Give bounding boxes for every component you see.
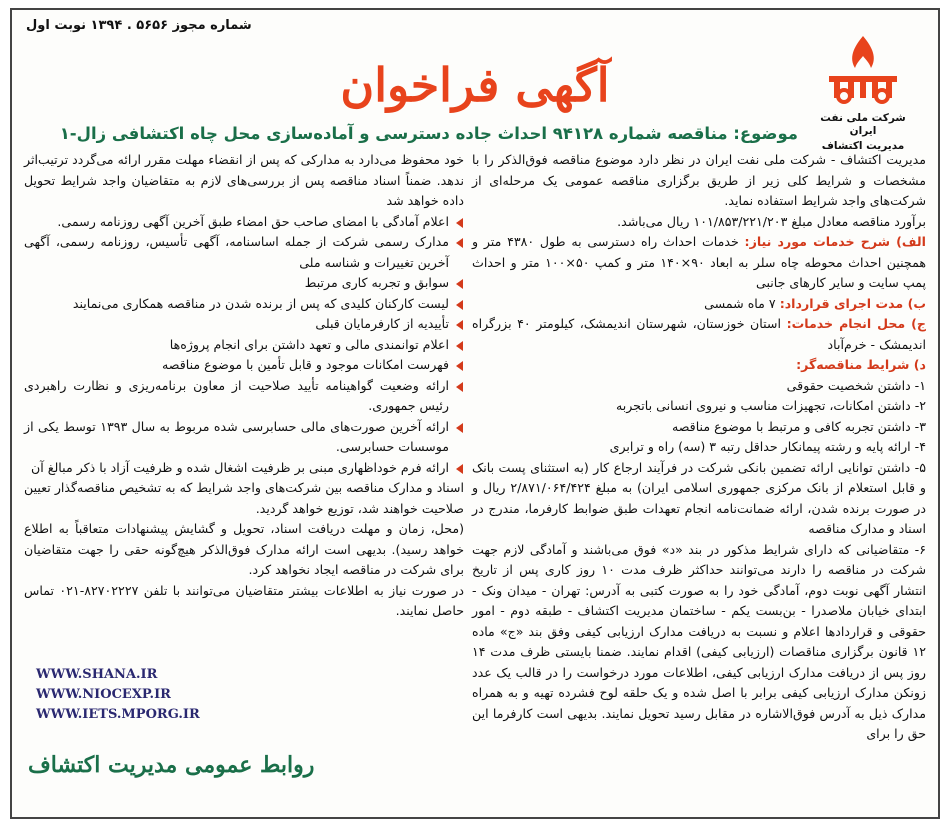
- section-dal: [472, 355, 926, 376]
- section-alef-text: خدمات احداث راه دسترسی به طول ۴۳۸۰ متر و همچنین احداث محوطه چاه سلر به ابعاد ۹۰×۱۴۰ متر و کمپ ۵۰×۱۰۰ متر و احداث پمپ سایت و سایر کارهای جانبی: [472, 234, 926, 290]
- document-list-item: اعلام توانمندی مالی و تعهد داشتن برای انجام پروژه‌ها: [24, 335, 464, 356]
- intro-paragraph: مدیریت اکتشاف - شرکت ملی نفت ایران در نظر دارد موضوع مناقصه فوق‌الذکر را با مشخصات و شرایط کلی زیر از طریق برگزاری مناقصه عمومی یک مرحله‌ای از شرکت‌های واجد شرایط استفاده نماید.: [472, 152, 926, 208]
- section-be: [472, 294, 926, 315]
- company-division: مدیریت اکتشاف: [821, 140, 905, 152]
- condition-item: ۶- متقاضیانی که دارای شرایط مذکور در بند «د» فوق می‌باشند و آمادگی لازم جهت شرکت در مناقصه را دارند می‌توانند حداکثر ظرف مدت ۱۰ روز کاری پس از تاریخ انتشار آگهی نوبت دوم، آمادگی خود را به صورت کتبی به آدرس: تهران - میدان ونک - ابتدای خیابان ملاصدرا - بن‌بست یکم - ساختمان مدیریت اکتشاف - طبقه دوم - امور حقوقی و قراردادها اعلام و نسبت به دریافت مدارک ارزیابی کیفی وفق بند «ج» ماده ۱۲ قانون برگزاری مناقصات (ارزیابی کیفی) اقدام نمایند. ضمنا بایستی ظرف مدت ۱۴ روز پس از دریافت مدارک ارزیابی کیفی، اطلاعات مورد درخواست را در قالب یک عدد زونکن مدارک ارزیابی کیفی برابر با اصل شده و یک حلقه لوح فشرده تهیه و به همراه مدارک ذیل به آدرس فوق‌الاشاره در مقابل رسید تحویل نمایند. بدیهی است کارفرما این حق را برای: [472, 541, 926, 741]
- right-column: [472, 150, 926, 745]
- website-list: [36, 665, 200, 725]
- notice-subject: موضوع: مناقصه شماره ۹۴۱۲۸ احداث جاده دسترسی و آماده‌سازی محل چاه اکتشافی زال-۱: [59, 124, 798, 143]
- condition-item: ۳- داشتن تجربه کافی و مرتبط با موضوع مناقصه: [672, 418, 926, 434]
- document-list-item: مدارک رسمی شرکت از جمله اساسنامه، آگهی تأسیس، روزنامه رسمی، آگهی آخرین تغییرات و شناسه ملی: [24, 232, 464, 273]
- tender-notice: [10, 8, 940, 819]
- company-name: شرکت ملی نفت ایران: [820, 112, 906, 137]
- website-link: WWW.IETS.MPORG.IR: [36, 707, 200, 722]
- document-list-item: اعلام آمادگی با امضای صاحب حق امضاء طبق آخرین آگهی روزنامه رسمی.: [24, 212, 464, 233]
- condition-item: ۵- داشتن توانایی ارائه تضمین بانکی شرکت در فرآیند ارجاع کار (به استثنای پست بانک و قابل استعلام از بانک مرکزی جمهوری اسلامی ایران) به مبلغ ۲/۸۷۱/۰۶۴/۴۲۴ ریال و در صورت برنده شدن، ارائه ضمانت‌نامه انجام تعهدات طبق ضوابط کارفرما، مندرج در اسناد و مدارک مناقصه: [472, 459, 926, 536]
- footer-signature: روابط عمومی مدیریت اکتشاف: [28, 752, 315, 778]
- permit-number: شماره مجوز ۵۶۵۶ . ۱۳۹۴ نوبت اول: [26, 18, 252, 33]
- section-jim-label: ج) محل انجام خدمات:: [786, 316, 926, 331]
- website-link: WWW.SHANA.IR: [36, 667, 158, 682]
- document-list-item: فهرست امکانات موجود و قابل تأمین با موضوع مناقصه: [24, 355, 464, 376]
- section-dal-label: د) شرایط مناقصه‌گر:: [796, 357, 926, 372]
- document-list-item: لیست کارکنان کلیدی که پس از برنده شدن در مناقصه همکاری می‌نمایند: [24, 294, 464, 315]
- estimate-paragraph: برآورد مناقصه معادل مبلغ ۱۰۱/۸۵۳/۲۲۱/۲۰۳ ریال می‌باشد.: [617, 213, 926, 229]
- contact-paragraph: در صورت نیاز به اطلاعات بیشتر متقاضیان می‌توانند با تلفن ۸۲۷۰۲۲۲۷-۰۲۱ تماس حاصل نمایند.: [24, 582, 465, 618]
- section-jim-text: استان خوزستان، شهرستان اندیمشک، کیلومتر ۴۰ بزرگراه اندیمشک - خرم‌آباد: [472, 316, 926, 352]
- document-list-item: تأییدیه از کارفرمایان قبلی: [24, 314, 464, 335]
- closing-paragraph-1: اسناد و مدارک مناقصه بین شرکت‌های واجد شرایط که به تشخیص مناقصه‌گذار تعیین صلاحیت خواهند شد، توزیع خواهد گردید.: [24, 480, 464, 516]
- continued-paragraph: خود محفوظ می‌دارد به مدارکی که پس از انقضاء مهلت مقرر ارائه می‌گردد ترتیب‌اثر ندهد. ضمناً اسناد مناقصه پس از بررسی‌های لازم به متقاضیان واجد شرایط تحویل داده خواهد شد: [24, 152, 464, 208]
- condition-item: ۲- داشتن امکانات، تجهیزات مناسب و نیروی انسانی باتجربه: [615, 398, 926, 413]
- closing-paragraph-2: (محل، زمان و مهلت دریافت اسناد، تحویل و گشایش پیشنهادات متعاقباً به اطلاع خواهد رسید). بدیهی است ارائه مدارک فوق‌الذکر هیچ‌گونه حقی را جهت متقاضیان برای شرکت در مناقصه ایجاد نخواهد کرد.: [24, 521, 464, 577]
- condition-item: ۱- داشتن شخصیت حقوقی: [786, 377, 926, 393]
- left-column: [24, 150, 464, 622]
- document-list-item: ارائه فرم خوداظهاری مبنی بر ظرفیت اشغال شده و ظرفیت آزاد با ذکر مبالغ آن: [24, 458, 464, 479]
- section-alef: [472, 232, 926, 294]
- document-list-item: ارائه وضعیت گواهینامه تأیید صلاحیت از معاون برنامه‌ریزی و نظارت راهبردی رئیس جمهوری.: [24, 376, 464, 417]
- notice-title: آگهی فراخوان: [340, 58, 610, 112]
- section-jim: [472, 314, 926, 355]
- section-be-text: ۷ ماه شمسی: [704, 295, 776, 311]
- section-alef-label: الف) شرح خدمات مورد نیاز:: [744, 234, 926, 249]
- document-list-item: سوابق و تجربه کاری مرتبط: [24, 273, 464, 294]
- condition-item: ۴- ارائه پایه و رشته پیمانکار حداقل رتبه ۳ (سه) راه و ترابری: [609, 439, 926, 454]
- document-list-item: ارائه آخرین صورت‌های مالی حسابرسی شده مربوط به سال ۱۳۹۳ توسط یکی از موسسات حسابرسی.: [24, 417, 464, 458]
- section-be-label: ب) مدت اجرای قرارداد:: [779, 295, 926, 311]
- website-link: WWW.NIOCEXP.IR: [36, 687, 171, 702]
